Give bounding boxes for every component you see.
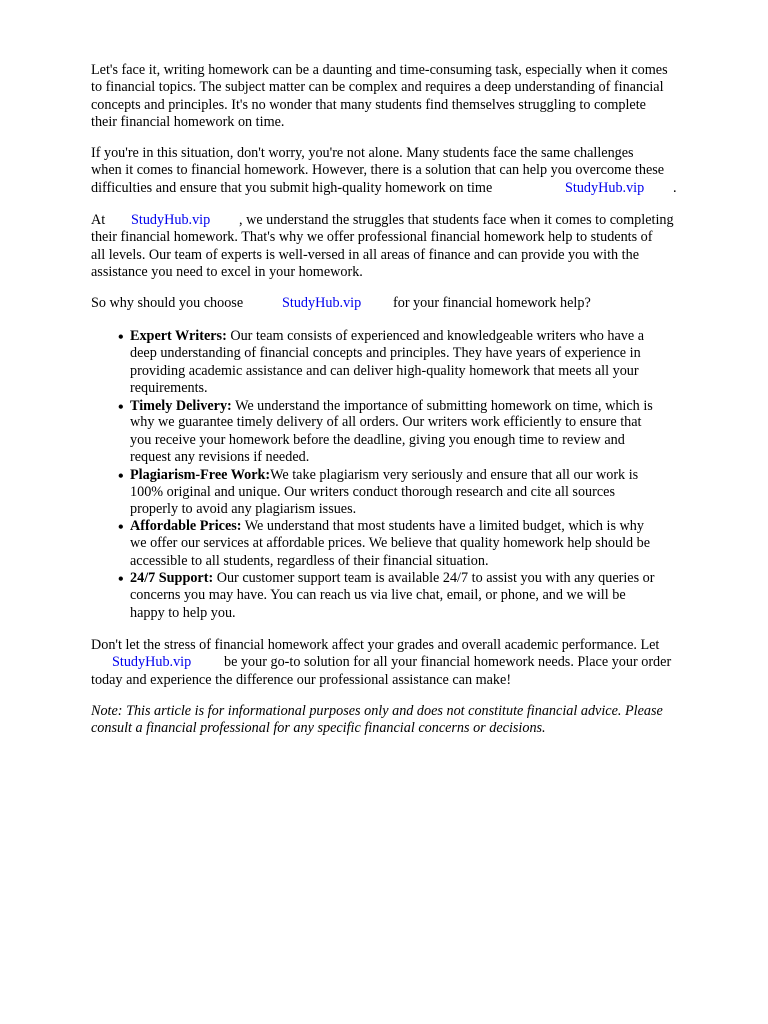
list-item-title: Timely Delivery: [130,398,232,414]
paragraph-5-line: Don't let the stress of financial homework affect your grades and overall academic performance. Let [91,637,660,653]
list-item-line: why we guarantee timely delivery of all orders. Our writers work efficiently to ensure that [130,414,642,430]
list-item-title: 24/7 Support: [130,570,214,586]
paragraph-1-line: their financial homework on time. [91,114,285,130]
list-item-line: you receive your homework before the deadline, giving you enough time to review and [130,432,625,448]
paragraph-5-line: be your go-to solution for all your financial homework needs. Place your order [224,654,672,670]
disclaimer-note-line: consult a financial professional for any specific financial concerns or decisions. [91,720,546,736]
list-item-line: request any revisions if needed. [130,449,310,465]
list-item-line: properly to avoid any plagiarism issues. [130,501,357,517]
list-item-text: Our team consists of experienced and knowledgeable writers who have a [230,328,644,344]
list-item-title: Affordable Prices: [130,518,242,534]
paragraph-1-line: to financial topics. The subject matter can be complex and requires a deep understanding of financial [91,79,664,95]
list-item-title: Plagiarism-Free Work: [130,467,271,483]
paragraph-1-line: concepts and principles. It's no wonder that many students find themselves struggling to complete [91,97,646,113]
paragraph-5-line: today and experience the difference our professional assistance can make! [91,672,512,688]
list-item-line: concerns you may have. You can reach us via live chat, email, or phone, and we will be [130,587,626,603]
paragraph-3-line: their financial homework. That's why we offer professional financial homework help to students of [91,229,653,245]
list-item-text: We take plagiarism very seriously and ensure that all our work is [270,467,639,483]
bullet-marker: • [118,468,124,485]
paragraph-3-line: assistance you need to excel in your homework. [91,264,363,280]
studyhub-link[interactable]: StudyHub.vip [131,212,211,228]
studyhub-link[interactable]: StudyHub.vip [282,295,362,311]
list-item [130,328,644,345]
list-item [130,467,638,484]
paragraph-2-period: . [673,180,677,196]
list-item-text: We understand the importance of submitting homework on time, which is [235,398,653,414]
bullet-marker: • [118,519,124,536]
paragraph-4-suffix: for your financial homework help? [393,295,591,311]
list-item-line: accessible to all students, regardless of their financial situation. [130,553,489,569]
paragraph-3-line: all levels. Our team of experts is well-versed in all areas of finance and can provide you with the [91,247,639,263]
disclaimer-note-line: Note: This article is for informational purposes only and does not constitute financial advice. Please [91,703,663,719]
paragraph-3-suffix: , we understand the struggles that students face when it comes to completing [239,212,674,228]
bullet-marker: • [118,399,124,416]
list-item-line: providing academic assistance and can deliver high-quality homework that meets all your [130,363,639,379]
list-item-line: requirements. [130,380,208,396]
list-item-line: deep understanding of financial concepts and principles. They have years of experience in [130,345,641,361]
list-item [130,570,654,587]
bullet-marker: • [118,571,124,588]
list-item-text: Our customer support team is available 24/7 to assist you with any queries or [216,570,655,586]
bullet-marker: • [118,329,124,346]
studyhub-link[interactable]: StudyHub.vip [565,180,645,196]
paragraph-2-line: when it comes to financial homework. However, there is a solution that can help you overcome these [91,162,665,178]
list-item-title: Expert Writers: [130,328,227,344]
paragraph-2-line: difficulties and ensure that you submit high-quality homework on time [91,180,493,196]
studyhub-link[interactable]: StudyHub.vip [112,654,192,670]
paragraph-3-prefix: At [91,212,106,228]
list-item-line: 100% original and unique. Our writers conduct thorough research and cite all sources [130,484,615,500]
paragraph-2-line: If you're in this situation, don't worry, you're not alone. Many students face the same challenges [91,145,634,161]
list-item [130,518,644,535]
paragraph-1-line: Let's face it, writing homework can be a daunting and time-consuming task, especially when it comes [91,62,668,78]
list-item-line: happy to help you. [130,605,236,621]
paragraph-4-prefix: So why should you choose [91,295,244,311]
list-item-text: We understand that most students have a limited budget, which is why [244,518,644,534]
list-item [130,398,653,415]
list-item-line: we offer our services at affordable prices. We believe that quality homework help should be [130,535,651,551]
